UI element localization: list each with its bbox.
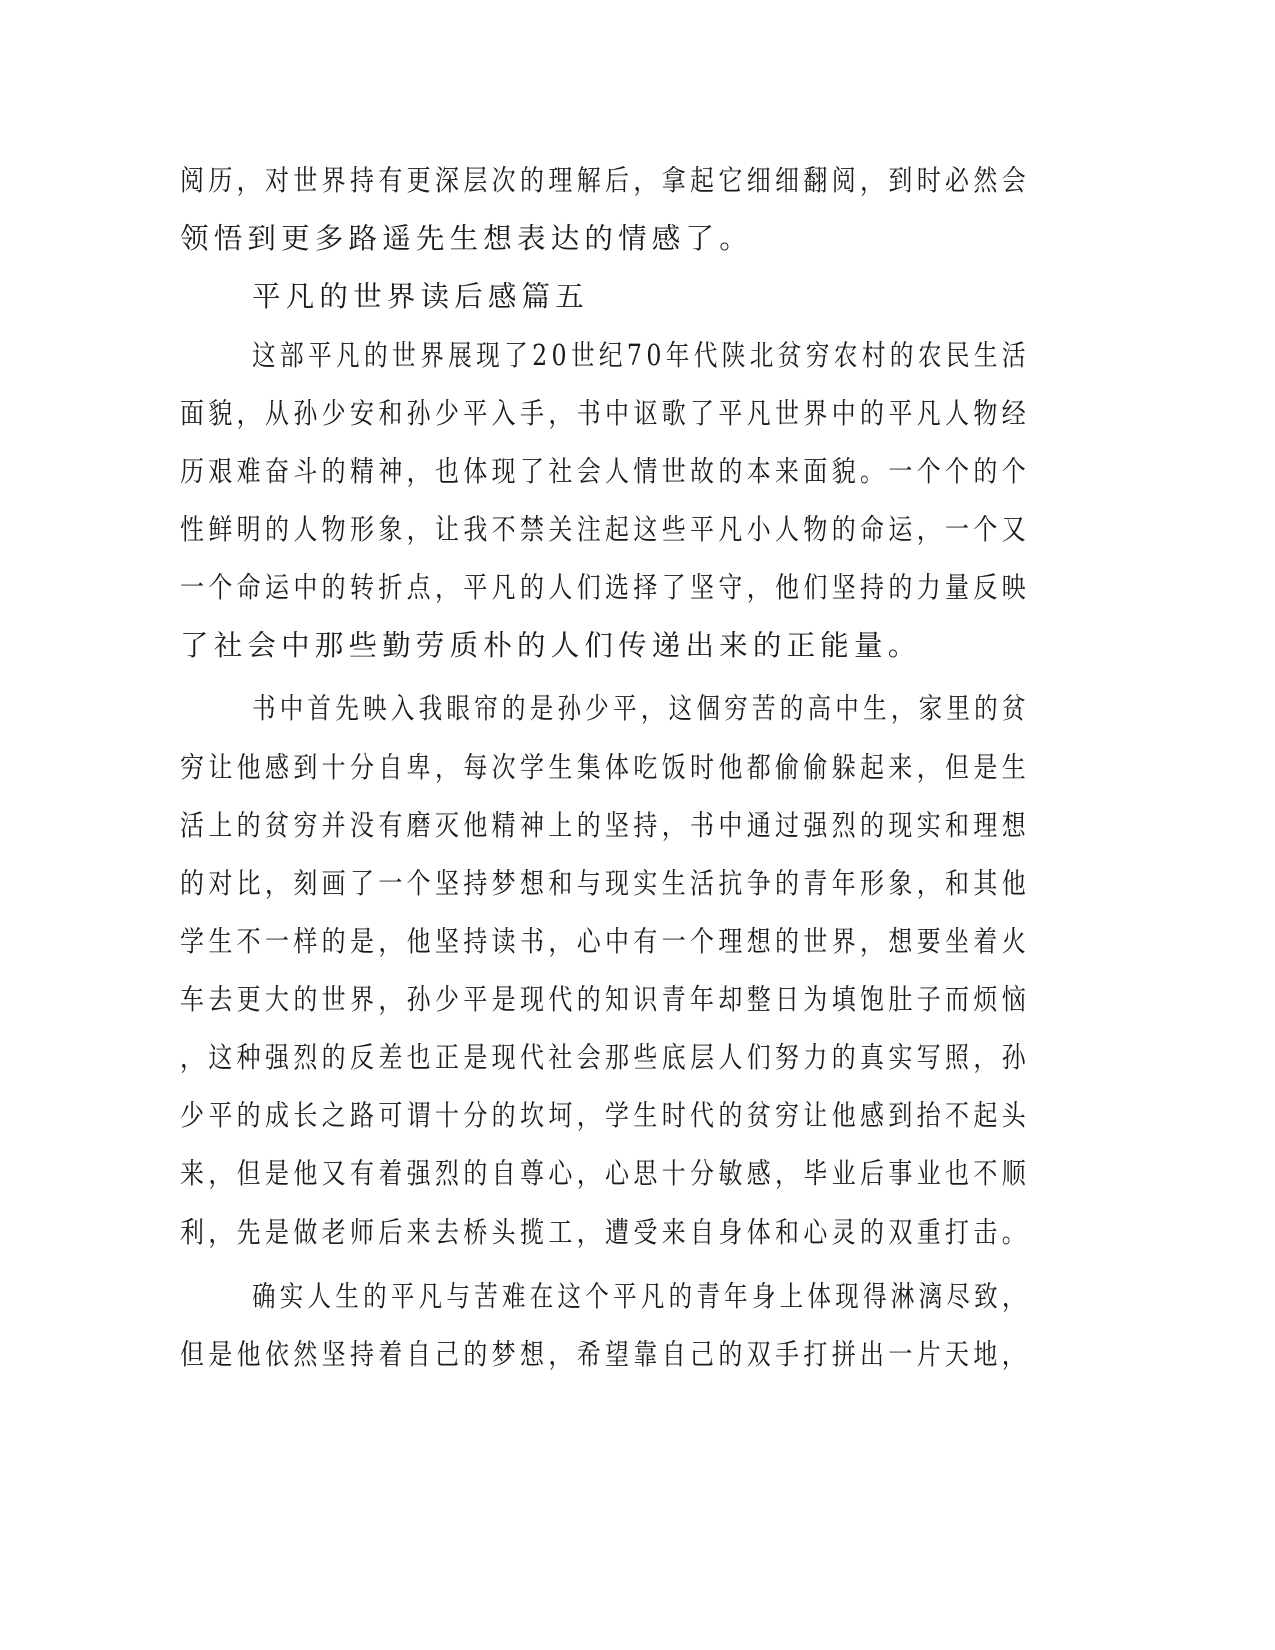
text-line: 了社会中那些勤劳质朴的人们传递出来的正能量。 <box>180 629 922 662</box>
text-line: 一个命运中的转折点，平凡的人们选择了坚守，他们坚持的力量反映 <box>180 571 1031 604</box>
text-line: 阅历，对世界持有更深层次的理解后，拿起它细细翻阅，到时必然会 <box>180 164 1031 197</box>
text-line: 历艰难奋斗的精神，也体现了社会人情世故的本来面貌。一个个的个 <box>180 455 1031 488</box>
text-line: 学生不一样的是，他坚持读书，心中有一个理想的世界，想要坐着火 <box>180 925 1031 958</box>
text-line: 面貌，从孙少安和孙少平入手，书中讴歌了平凡世界中的平凡人物经 <box>180 397 1031 430</box>
text-line: 来，但是他又有着强烈的自尊心，心思十分敏感，毕业后事业也不顺 <box>180 1157 1031 1190</box>
text-line: 穷让他感到十分自卑，每次学生集体吃饭时他都偷偷躲起来，但是生 <box>180 751 1031 784</box>
text-line: 性鲜明的人物形象，让我不禁关注起这些平凡小人物的命运，一个又 <box>180 513 1031 546</box>
text-line: 领悟到更多路遥先生想表达的情感了。 <box>180 222 753 255</box>
section-heading: 平凡的世界读后感篇五 <box>252 280 590 313</box>
text-line: ，这种强烈的反差也正是现代社会那些底层人们努力的真实写照，孙 <box>180 1041 1031 1074</box>
text-line: 活上的贫穷并没有磨灭他精神上的坚持，书中通过强烈的现实和理想 <box>180 809 1031 842</box>
text-line: 的对比，刻画了一个坚持梦想和与现实生活抗争的青年形象，和其他 <box>180 867 1031 900</box>
text-line: 利，先是做老师后来去桥头揽工，遭受来自身体和心灵的双重打击。 <box>180 1216 1031 1249</box>
paragraph-first-line: 书中首先映入我眼帘的是孙少平，这個穷苦的高中生，家里的贫 <box>252 692 1030 725</box>
text-line: 车去更大的世界，孙少平是现代的知识青年却整日为填饱肚子而烦恼 <box>180 983 1031 1016</box>
paragraph-first-line: 这部平凡的世界展现了20世纪70年代陕北贫穷农村的农民生活 <box>252 339 1030 372</box>
paragraph-first-line: 确实人生的平凡与苦难在这个平凡的青年身上体现得淋漓尽致， <box>252 1280 1030 1313</box>
text-line: 少平的成长之路可谓十分的坎坷，学生时代的贫穷让他感到抬不起头 <box>180 1099 1031 1132</box>
text-line: 但是他依然坚持着自己的梦想，希望靠自己的双手打拼出一片天地， <box>180 1338 1031 1371</box>
